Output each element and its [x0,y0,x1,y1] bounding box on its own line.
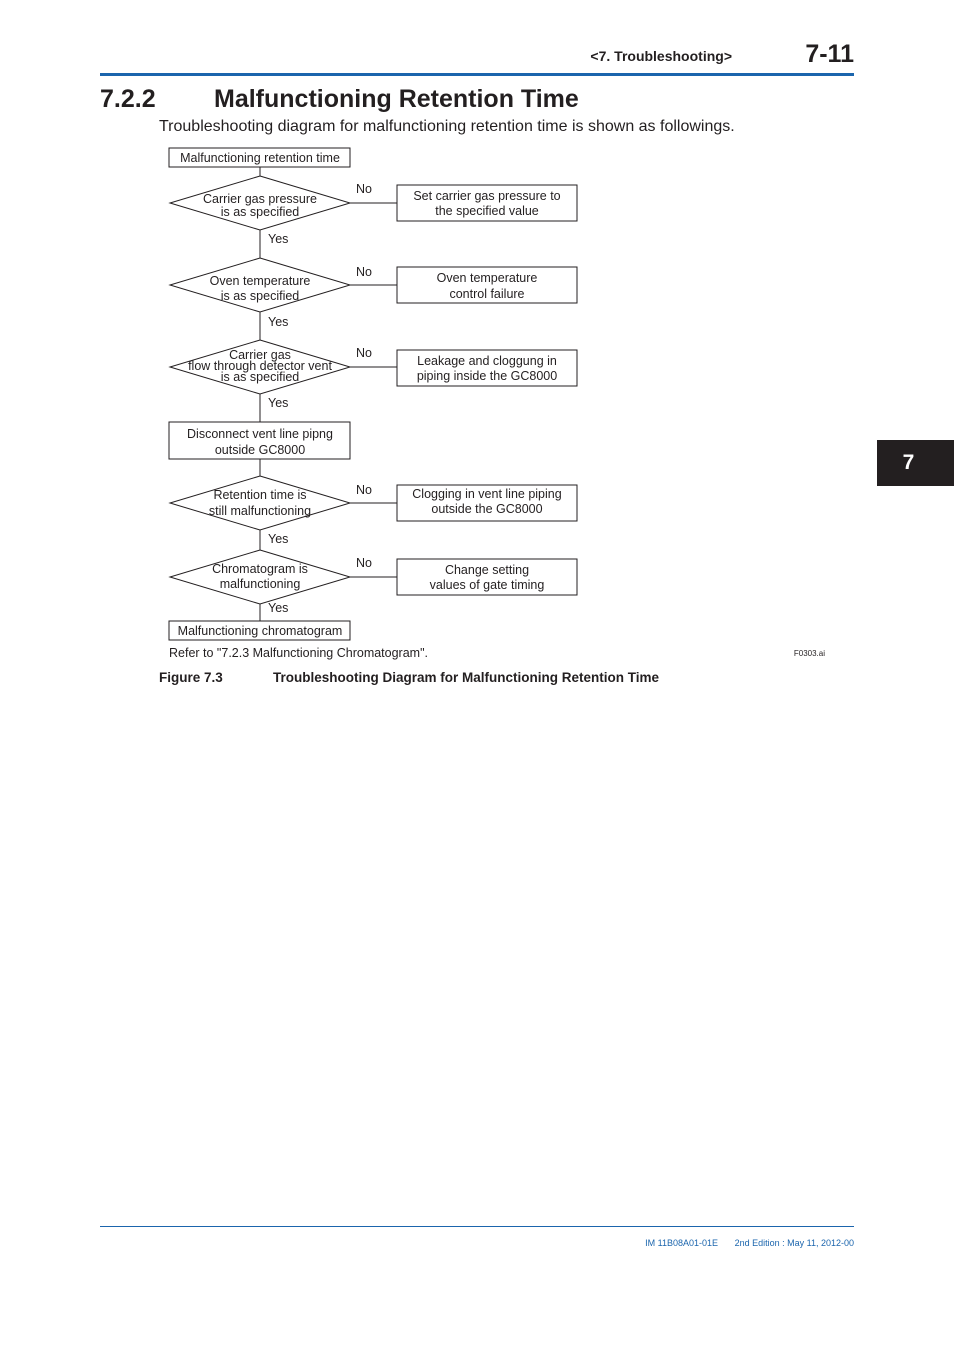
decision-label-line: Chromatogram is [212,562,308,576]
yes-label: Yes [268,232,289,246]
yes-label: Yes [268,396,289,410]
decision-label-line: Retention time is [213,488,307,502]
action-label-line: control failure [449,287,525,301]
no-label: No [356,182,372,196]
decision-label-line: malfunctioning [219,577,301,591]
decision-diamond [170,476,350,530]
start-label: Malfunctioning retention time [180,151,340,165]
yes-label: Yes [268,532,289,546]
no-label: No [356,265,372,279]
footer-document-id: IM 11B08A01-01E [645,1238,718,1248]
action-label-line: Set carrier gas pressure to [413,189,561,203]
process-label-line: outside GC8000 [214,443,306,457]
section-title: Malfunctioning Retention Time [214,85,579,113]
page-number: 7-11 [805,40,854,68]
section-number: 7.2.2 [100,85,156,113]
action-label-line: piping inside the GC8000 [416,369,558,383]
decision-label-line: is as specified [220,370,300,384]
yes-label: Yes [268,601,289,615]
end-label: Malfunctioning chromatogram [177,624,343,638]
action-label-line: values of gate timing [429,578,545,592]
action-label-line: Clogging in vent line piping [412,487,562,501]
running-header-section: <7. Troubleshooting> [590,48,732,64]
decision-label-line: is as specified [220,205,300,219]
figure-label: Figure 7.3 [159,670,223,685]
yes-label: Yes [268,315,289,329]
footer-edition: 2nd Edition : May 11, 2012-00 [734,1238,854,1248]
decision-label-line: flow through detector vent [188,359,332,373]
chapter-tab-number: 7 [902,451,915,474]
no-label: No [356,346,372,360]
figure-file-id: F0303.ai [793,649,825,658]
figure-title: Troubleshooting Diagram for Malfunctioning Retention Time [273,670,660,685]
no-label: No [356,556,372,570]
action-label-line: Leakage and cloggung in [417,354,557,368]
decision-label-line: Oven temperature [209,274,311,288]
action-label-line: Change setting [444,563,530,577]
refer-note: Refer to "7.2.3 Malfunctioning Chromatogram". [169,646,428,660]
action-label-line: Oven temperature [436,271,538,285]
action-label-line: the specified value [435,204,539,218]
decision-label-line: Carrier gas [229,348,291,362]
decision-label-line: Carrier gas pressure [203,192,317,206]
footer-rule [100,1226,854,1227]
intro-paragraph: Troubleshooting diagram for malfunctioning retention time is shown as followings. [159,118,735,135]
process-label-line: Disconnect vent line pipng [187,427,333,441]
action-label-line: outside the GC8000 [431,502,543,516]
decision-label-line: is as specified [220,289,300,303]
decision-label-line: still malfunctioning [208,504,312,518]
no-label: No [356,483,372,497]
